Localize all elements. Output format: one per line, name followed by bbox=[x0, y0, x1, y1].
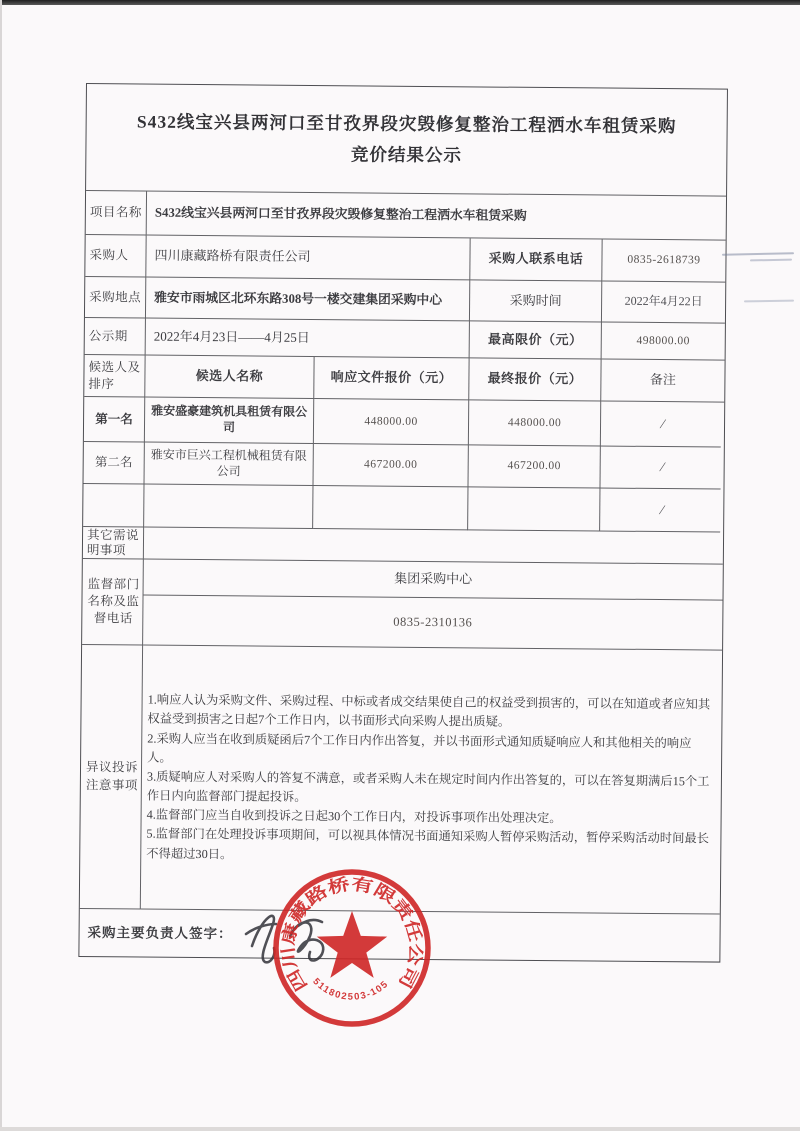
document-title bbox=[86, 84, 727, 197]
company-seal bbox=[268, 864, 436, 1032]
candidates-header-doc-price: 响应文件报价（元） bbox=[314, 357, 469, 400]
purchaser-phone-value: 0835-2618739 bbox=[602, 240, 725, 283]
candidates-header-final-price: 最终报价（元） bbox=[469, 358, 601, 401]
candidate-row-3-remark: / bbox=[597, 489, 726, 533]
candidates-header-remark: 备注 bbox=[601, 360, 724, 403]
candidate-row-3-doc-price bbox=[313, 486, 468, 530]
scan-artifact bbox=[744, 300, 794, 303]
document-title-line2: 竞价结果公示 bbox=[350, 144, 462, 166]
objection-item-4: 4.监督部门应当自收到投诉之日起30个工作日内，对投诉事项作出处理决定。 bbox=[146, 807, 562, 826]
candidate-row-2-rank: 第二名 bbox=[84, 442, 145, 485]
seal-company-text: 四川康藏路桥有限责任公司 bbox=[279, 875, 425, 994]
publicity-period-label: 公示期 bbox=[85, 318, 146, 356]
candidate-row-2-name: 雅安市巨兴工程机械租赁有限公司 bbox=[144, 443, 313, 486]
max-price-label: 最高限价（元） bbox=[470, 321, 602, 359]
candidate-row-3-rank bbox=[83, 484, 144, 528]
project-name-label: 项目名称 bbox=[86, 191, 147, 236]
scan-edge-left bbox=[0, 0, 2, 1131]
supervision-phone: 0835-2310136 bbox=[143, 596, 722, 651]
other-notes-label: 其它需说明事项 bbox=[83, 527, 144, 560]
candidate-row-1-name: 雅安盛豪建筑机具租赁有限公司 bbox=[145, 398, 314, 444]
objection-item-1: 1.响应人认为采购文件、采购过程、中标或者成交结果使自己的权益受到损害的，可以在知道或者应知其权益受到损害之日起7个工作日内，以书面形式向采购人提出质疑。 bbox=[147, 692, 711, 730]
candidate-row-2-doc-price: 467200.00 bbox=[313, 444, 468, 487]
max-price-value: 498000.00 bbox=[602, 323, 725, 361]
supervision-name: 集团采购中心 bbox=[144, 560, 723, 601]
document-title-line1: S432线宝兴县两河口至甘孜界段灾毁修复整治工程洒水车租赁采购 bbox=[136, 111, 677, 137]
other-notes-value bbox=[144, 528, 723, 565]
candidate-row-2-remark: / bbox=[598, 447, 727, 490]
purchase-time-label: 采购时间 bbox=[470, 280, 602, 322]
signature-label: 采购主要负责人签字： bbox=[87, 924, 233, 942]
purchaser-value: 四川康藏路桥有限责任公司 bbox=[146, 236, 470, 281]
svg-text:511802503-105 bbox=[310, 976, 391, 1003]
candidate-row-1-remark: / bbox=[598, 402, 728, 448]
candidates-header-name: 候选人名称 bbox=[145, 356, 314, 399]
objection-item-5: 5.监督部门在处理投诉事项期间，可以视具体情况书面通知采购人暂停采购活动，暂停采购活动时间最长不得超过30日。 bbox=[146, 826, 710, 861]
candidate-row-1-final-price: 448000.00 bbox=[469, 400, 601, 446]
result-table bbox=[78, 83, 728, 963]
scan-artifact bbox=[722, 252, 794, 256]
scan-edge-top bbox=[0, 0, 800, 5]
candidate-row-3-name bbox=[144, 485, 313, 529]
candidates-header-rank: 候选人及排序 bbox=[84, 355, 145, 398]
scan-edge-bottom bbox=[0, 1127, 800, 1131]
scan-artifact bbox=[750, 259, 792, 262]
candidate-row-2-final-price: 467200.00 bbox=[468, 445, 600, 488]
objection-item-3: 3.质疑响应人对采购人的答复不满意，或者采购人未在规定时间内作出答复的，可以在答复期满后15个工作日内向监督部门提起投诉。 bbox=[146, 769, 710, 805]
publicity-period-value: 2022年4月23日——4月25日 bbox=[146, 319, 470, 359]
supervision-label: 监督部门名称及监督电话 bbox=[82, 559, 144, 646]
objection-item-2: 2.采购人应当在收到质疑函后7个工作日内作出答复，并以书面形式通知质疑响应人和其他相关的响应人。 bbox=[147, 731, 692, 765]
objection-label: 异议投诉注意事项 bbox=[80, 645, 143, 910]
purchase-location-value: 雅安市雨城区北环东路308号一楼交建集团采购中心 bbox=[146, 278, 470, 322]
candidate-row-3-final-price bbox=[468, 487, 600, 531]
seal-code-text: 511802503-105 bbox=[310, 976, 392, 1003]
candidate-row-1-rank: 第一名 bbox=[84, 397, 145, 443]
purchase-time-value: 2022年4月22日 bbox=[602, 282, 725, 324]
project-name-value: S432线宝兴县两河口至甘孜界段灾毁修复整治工程洒水车租赁采购 bbox=[147, 192, 726, 241]
purchaser-label: 采购人 bbox=[85, 235, 146, 278]
seal-star-icon bbox=[317, 911, 387, 978]
purchaser-phone-label: 采购人联系电话 bbox=[470, 238, 602, 281]
purchase-location-label: 采购地点 bbox=[85, 277, 146, 319]
candidate-row-1-doc-price: 448000.00 bbox=[314, 399, 469, 445]
